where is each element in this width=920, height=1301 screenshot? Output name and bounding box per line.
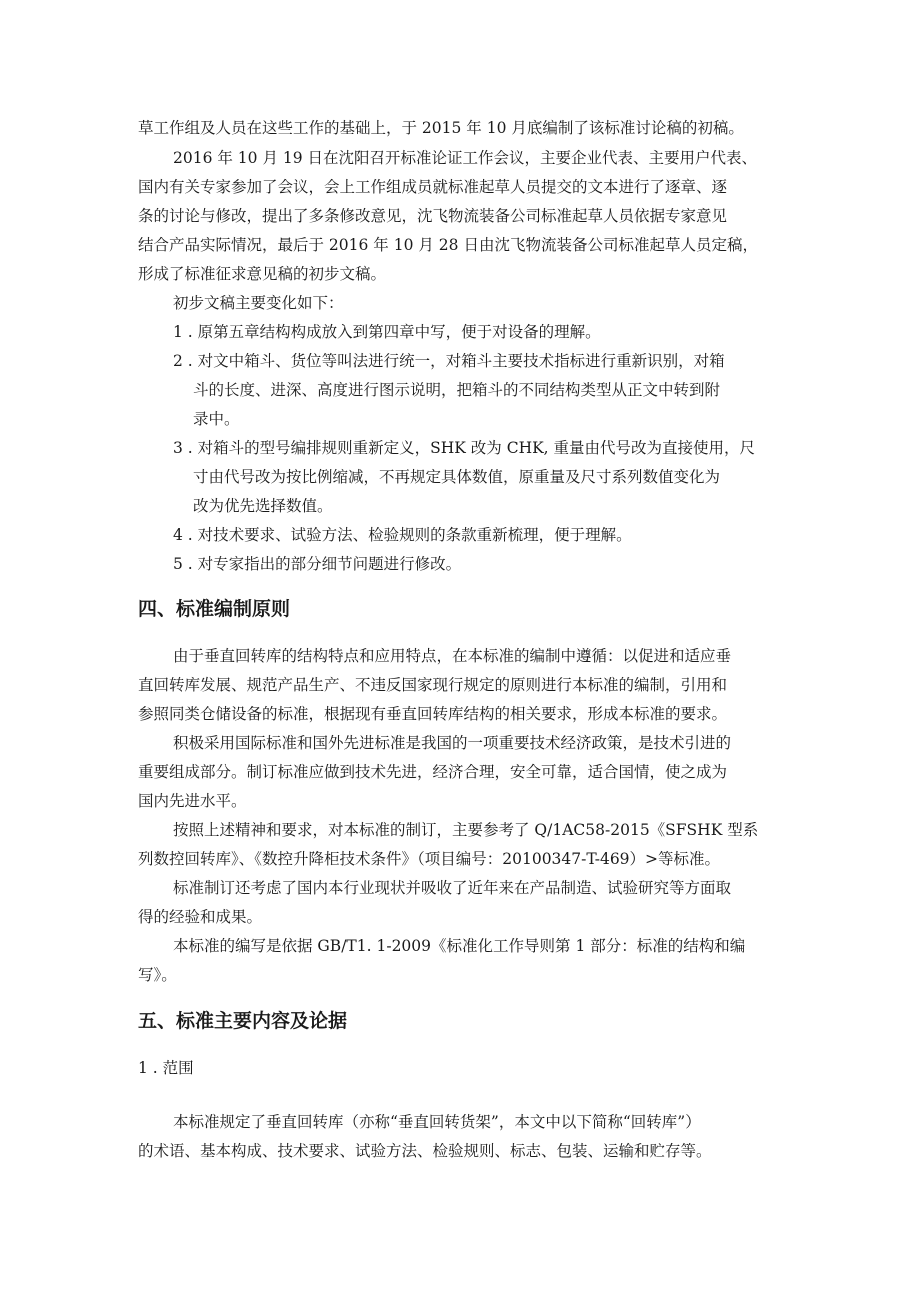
paragraph-line: 草工作组及人员在这些工作的基础上，于 2015 年 10 月底编制了该标准讨论稿的初稿。 — [138, 119, 744, 137]
paragraph-line: 参照同类仓储设备的标准，根据现有垂直回转库结构的相关要求，形成本标准的要求。 — [138, 705, 728, 723]
list-item-cont: 改为优先选择数值。 — [193, 497, 333, 515]
list-item-cont: 斗的长度、进深、高度进行图示说明，把箱斗的不同结构类型从正文中转到附 — [193, 381, 721, 399]
list-item: 2 . 对文中箱斗、货位等叫法进行统一，对箱斗主要技术指标进行重新识别，对箱 — [173, 352, 725, 370]
paragraph-line: 重要组成部分。制订标准应做到技术先进，经济合理，安全可靠，适合国情，使之成为 — [138, 763, 728, 781]
paragraph-line: 列数控回转库》、《数控升降柜技术条件》（项目编号：20100347-T-469）>等标准。 — [138, 850, 721, 868]
paragraph-line: 标准制订还考虑了国内本行业现状并吸收了近年来在产品制造、试验研究等方面取 — [173, 879, 732, 897]
paragraph-line: 形成了标准征求意见稿的初步文稿。 — [138, 265, 387, 283]
paragraph-line: 积极采用国际标准和国外先进标准是我国的一项重要技术经济政策，是技术引进的 — [173, 734, 732, 752]
list-item: 3 . 对箱斗的型号编排规则重新定义，SHK 改为 CHK, 重量由代号改为直接使用，尺 — [173, 439, 756, 457]
paragraph-line: 的术语、基本构成、技术要求、试验方法、检验规则、标志、包装、运输和贮存等。 — [138, 1142, 712, 1160]
paragraph-line: 本标准规定了垂直回转库（亦称“垂直回转货架”，本文中以下简称“回转库”） — [173, 1113, 701, 1131]
section-heading: 五、标准主要内容及论据 — [138, 1010, 348, 1032]
paragraph-line: 得的经验和成果。 — [138, 908, 263, 926]
paragraph-line: 国内先进水平。 — [138, 792, 247, 810]
section-heading: 四、标准编制原则 — [138, 598, 291, 620]
list-intro: 初步文稿主要变化如下： — [173, 294, 344, 312]
paragraph-line: 按照上述精神和要求，对本标准的制订，主要参考了 Q/1AC58-2015《SFSHK 型系 — [173, 821, 759, 839]
list-item-cont: 寸由代号改为按比例缩减，不再规定具体数值，原重量及尺寸系列数值变化为 — [193, 468, 721, 486]
paragraph-line: 条的讨论与修改，提出了多条修改意见，沈飞物流装备公司标准起草人员依据专家意见 — [138, 207, 728, 225]
list-item-cont: 录中。 — [193, 410, 240, 428]
paragraph-line: 直回转库发展、规范产品生产、不违反国家现行规定的原则进行本标准的编制，引用和 — [138, 676, 728, 694]
paragraph-line: 结合产品实际情况，最后于 2016 年 10 月 28 日由沈飞物流装备公司标准起草人员定稿， — [138, 236, 758, 254]
list-item: 5 . 对专家指出的部分细节问题进行修改。 — [173, 555, 462, 573]
paragraph-line: 由于垂直回转库的结构特点和应用特点，在本标准的编制中遵循：以促进和适应垂 — [173, 647, 732, 665]
paragraph-line: 国内有关专家参加了会议，会上工作组成员就标准起草人员提交的文本进行了逐章、逐 — [138, 178, 728, 196]
paragraph-line: 2016 年 10 月 19 日在沈阳召开标准论证工作会议，主要企业代表、主要用户代表、 — [173, 149, 758, 167]
paragraph-line: 写》。 — [138, 966, 177, 984]
paragraph-line: 本标准的编写是依据 GB/T1. 1-2009《标准化工作导则第 1 部分：标准的结构和编 — [173, 937, 746, 955]
subsection-heading: 1 . 范围 — [138, 1059, 194, 1077]
list-item: 1 . 原第五章结构构成放入到第四章中写，便于对设备的理解。 — [173, 323, 601, 341]
list-item: 4 . 对技术要求、试验方法、检验规则的条款重新梳理，便于理解。 — [173, 526, 632, 544]
